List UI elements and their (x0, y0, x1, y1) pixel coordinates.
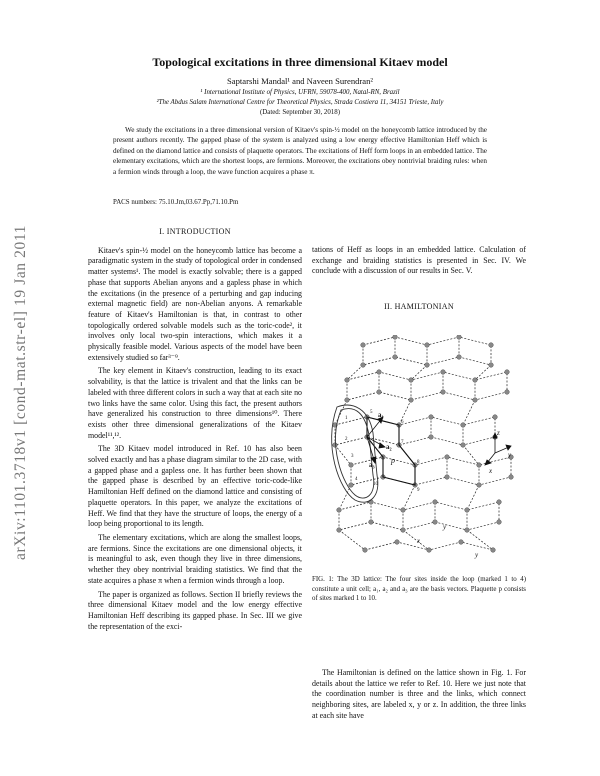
intro-continuation-paragraph: tations of Heff as loops in an embedded lattice. Calculation of exchange and braiding statistics is presented in Sec. IV. We conclude with a discussion of our results in Sec. V. (312, 245, 526, 276)
site-number-2: 2 (345, 437, 348, 442)
plaquette-highlight (367, 417, 415, 485)
arxiv-identifier-stamp: arXiv:1101.3718v1 [cond-mat.str-el] 19 Jan 2011 (12, 225, 29, 560)
lattice-links (335, 337, 511, 550)
left-column (88, 227, 302, 635)
affiliation-2: ²The Abdus Salam International Centre for Theoretical Physics, Strada Costiera 11, 34151 Trieste, Italy (156, 99, 444, 106)
site-number-7: 7 (401, 440, 404, 445)
site-number-10: 10 (373, 482, 378, 487)
paper-authors: Saptarshi Mandal¹ and Naveen Surendran² (227, 76, 373, 86)
intro-paragraph-2: The key element in Kitaev's construction, leading to its exact solvability, is that the lattice is trivalent and that the links can be labeled with three different colors in such a way that at each site no two links have the same color. Using this fact, the present authors have generalized his construction to three dimensions¹⁰. There exists other three dimensional generalizations of the Kitaev model¹¹,¹². (88, 366, 302, 440)
label-a1: a₁ (378, 411, 384, 419)
lattice-figure (325, 335, 515, 567)
intro-paragraph-4: The elementary excitations, which are along the smallest loops, are fermions. Since the excitations are one dimensional objects, it is meaningful to ask, even though they live in three dimensions, whether they obey nontrivial braiding statistics. We find that the state acquires a phase π when a fermion winds through a loop. (88, 532, 302, 585)
link-label-y-1: y (443, 523, 447, 531)
dated-line: (Dated: September 30, 2018) (260, 109, 340, 116)
axis-label-y: y (508, 451, 512, 459)
site-number-5: 5 (370, 410, 373, 415)
intro-paragraph-3: The 3D Kitaev model introduced in Ref. 10 has also been solved exactly and has a phase diagram similar to the 2D case, with a gapped phase and a gapless one. It has further been shown that the gapped phase is described by an effective toric-code-like Hamiltonian Heff defined on the diamond lattice and consisting of plaquette operators. In this paper, we analyze the excitations of Heff. We find that they have the structure of loops, the energy of a loop being proportional to its length. (88, 444, 302, 529)
axis-label-x: x (489, 467, 493, 475)
label-a3: a₃ (369, 461, 375, 469)
section-heading-introduction: I. INTRODUCTION (159, 227, 231, 236)
site-number-1: 1 (345, 416, 348, 421)
pacs-numbers: PACS numbers: 75.10.Jm,03.67.Pp,71.10.Pm (113, 199, 239, 206)
link-label-y-2: y (475, 551, 479, 559)
link-label-x: x (417, 537, 421, 545)
label-a2: a₂ (386, 443, 392, 451)
site-number-6: 6 (401, 420, 404, 425)
right-column-hamiltonian-text (312, 668, 526, 725)
site-number-8: 8 (417, 460, 420, 465)
section-heading-hamiltonian: II. HAMILTONIAN (384, 302, 454, 311)
paper-title: Topological excitations in three dimensional Kitaev model (152, 55, 448, 69)
unit-cell-loop (332, 405, 378, 502)
hamiltonian-paragraph: The Hamiltonian is defined on the lattice shown in Fig. 1. For details about the lattice we refer to Ref. 10. Here we just note that the coordination number is three and the links, which connect neighboring sites, are labeled x, y or z. In addition, the three links at each site have (312, 668, 526, 720)
figure-caption: FIG. 1: The 3D lattice: The four sites inside the loop (marked 1 to 4) constitute a unit cell; a₁, a₂ and a₃ are the basis vectors. Plaquette p consists of sites marked 1 to 10. (312, 576, 526, 603)
intro-paragraph-1: Kitaev's spin-½ model on the honeycomb lattice has become a paradigmatic system in the study of topological order in condensed matter systems¹. The model is exactly solvable; there is a gapped phase that supports Abelian anyons and a gapless phase in which the excitations (in the presence of a perturbing and gap inducing external magnetic field) are non-Abelian anyons. A remarkable feature of Kitaev's Hamiltonian is that, in contrast to other topologically ordered solvable models such as the toric-code², it involves only local two-spin interactions, which makes it a physically feasible model. Various aspects of the model have been extensively studied so far³⁻⁹. (88, 245, 302, 362)
site-number-3: 3 (351, 454, 354, 459)
label-plaquette-p: p (391, 456, 395, 465)
abstract: We study the excitations in a three dimensional version of Kitaev's spin-½ model on the honeycomb lattice introduced by the present authors recently. The gapped phase of the system is analyzed using a low energy effective Hamiltonian Heff which is defined on the diamond lattice and consists of plaquette operators. The excitations of Heff form loops in an embedded lattice. The elementary excitations, which are the shortest loops, are fermions. Moreover, the excitations obey nontrivial braiding rules: when a fermion winds through a loop, the wave function acquires a phase π. (113, 126, 487, 176)
affiliation-1: ¹ International Institute of Physics, UFRN, 59078-400, Natal-RN, Brazil (200, 89, 400, 96)
right-column-intro-continuation (312, 245, 526, 280)
site-number-4: 4 (355, 477, 358, 482)
intro-paragraph-5: The paper is organized as follows. Section II briefly reviews the three dimensional Kitaev model and the low energy effective Hamiltonian Heff describing its gapped phase. In Sec. III we give the representation of the exci- (88, 589, 302, 631)
axis-label-z: z (497, 429, 500, 437)
site-number-9: 9 (417, 488, 420, 493)
